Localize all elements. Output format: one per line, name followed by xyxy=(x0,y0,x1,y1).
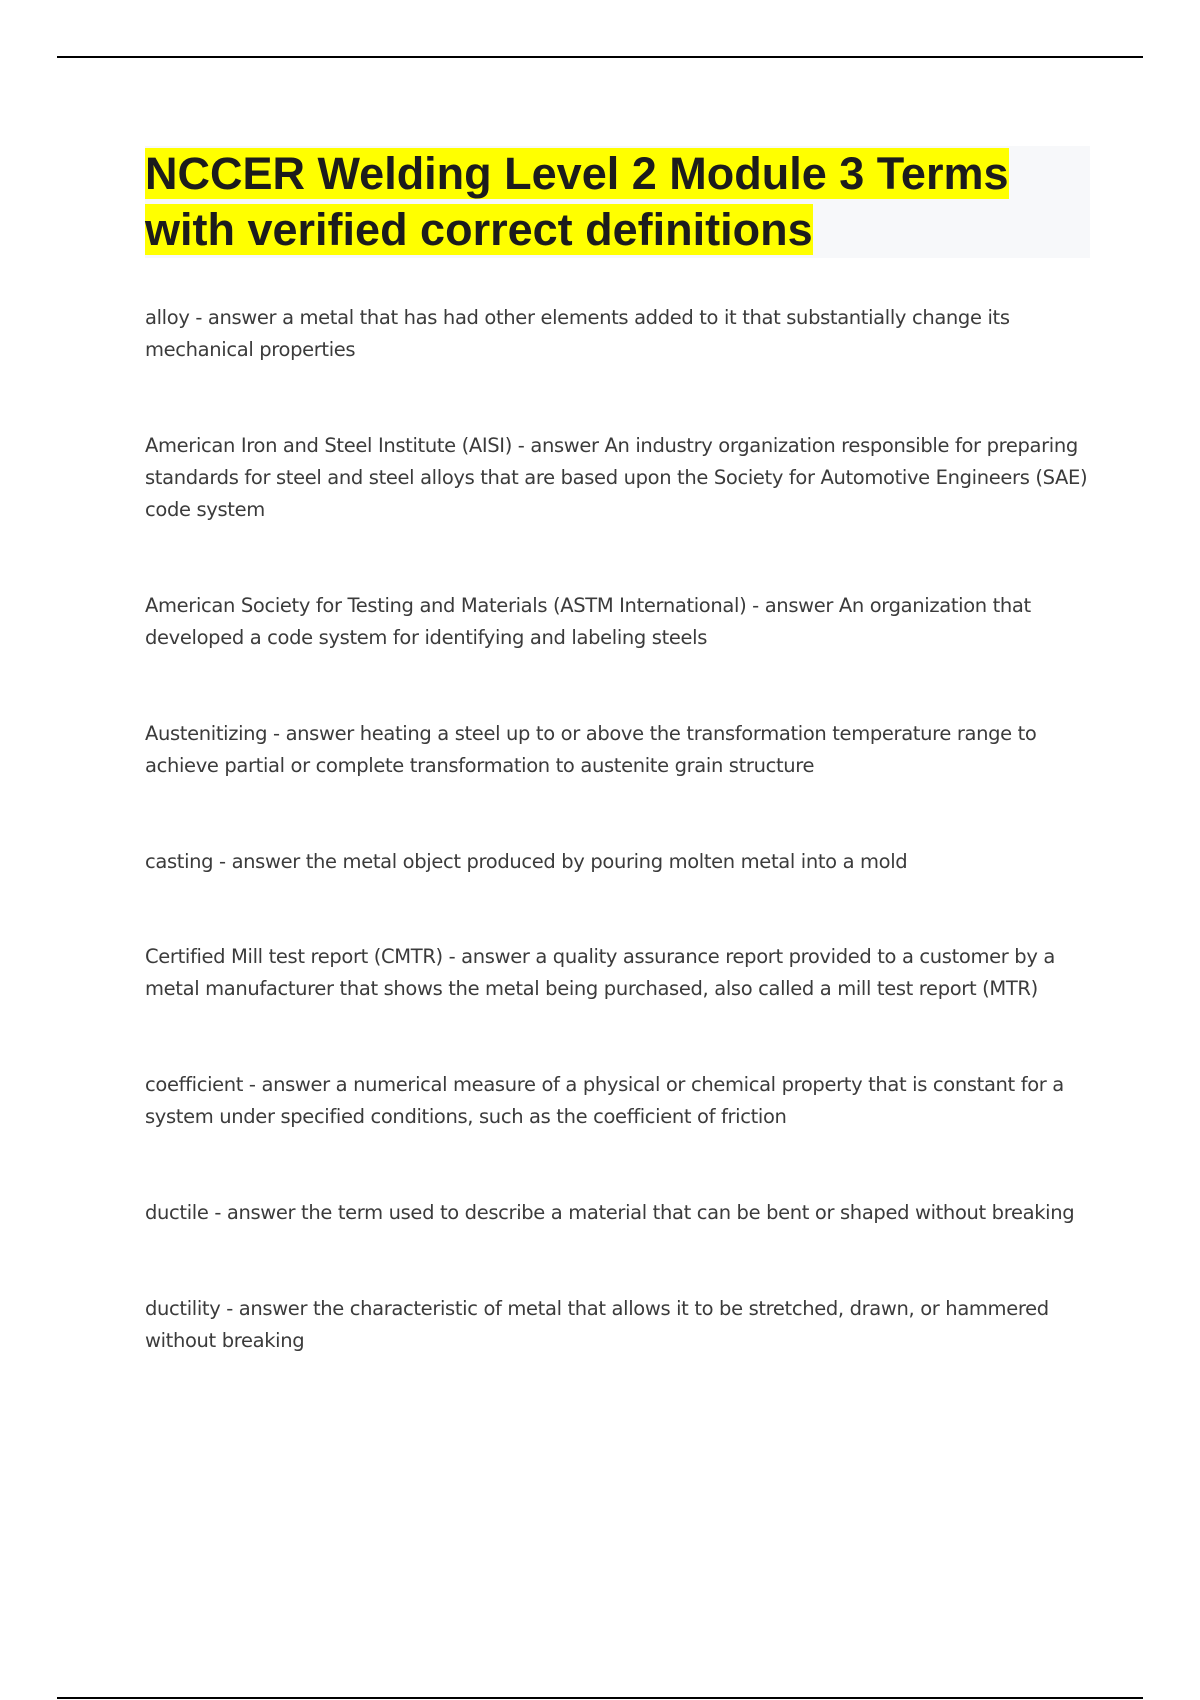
term-austenitizing: Austenitizing - answer heating a steel up to or above the transformation temperature range to achieve partial or complete transformation to austenite grain structure xyxy=(145,722,1037,777)
term-list xyxy=(145,302,1090,1357)
term-astm: American Society for Testing and Materials (ASTM International) - answer An organization that developed a code system for identifying and labeling steels xyxy=(145,594,1031,649)
term-alloy: alloy - answer a metal that has had other elements added to it that substantially change its mechanical properties xyxy=(145,306,1010,361)
term-casting: casting - answer the metal object produced by pouring molten metal into a mold xyxy=(145,850,908,873)
title-block xyxy=(145,146,1090,258)
top-rule xyxy=(57,56,1143,58)
term-cmtr: Certified Mill test report (CMTR) - answer a quality assurance report provided to a customer by a metal manufacturer that shows the metal being purchased, also called a mill test report (MTR) xyxy=(145,945,1055,1000)
term-ductility: ductility - answer the characteristic of metal that allows it to be stretched, drawn, or hammered without breaking xyxy=(145,1297,1049,1352)
term-coefficient: coefficient - answer a numerical measure of a physical or chemical property that is constant for a system under specified conditions, such as the coefficient of friction xyxy=(145,1073,1064,1128)
document-title-text: NCCER Welding Level 2 Module 3 Terms with verified correct definitions xyxy=(145,148,1009,255)
term-aisi: American Iron and Steel Institute (AISI) - answer An industry organization responsible for preparing standards for steel and steel alloys that are based upon the Society for Automotive Engineers (SAE) code system xyxy=(145,434,1088,521)
bottom-rule xyxy=(57,1697,1143,1699)
document-title xyxy=(145,146,1090,258)
term-ductile: ductile - answer the term used to describe a material that can be bent or shaped without breaking xyxy=(145,1201,1075,1224)
